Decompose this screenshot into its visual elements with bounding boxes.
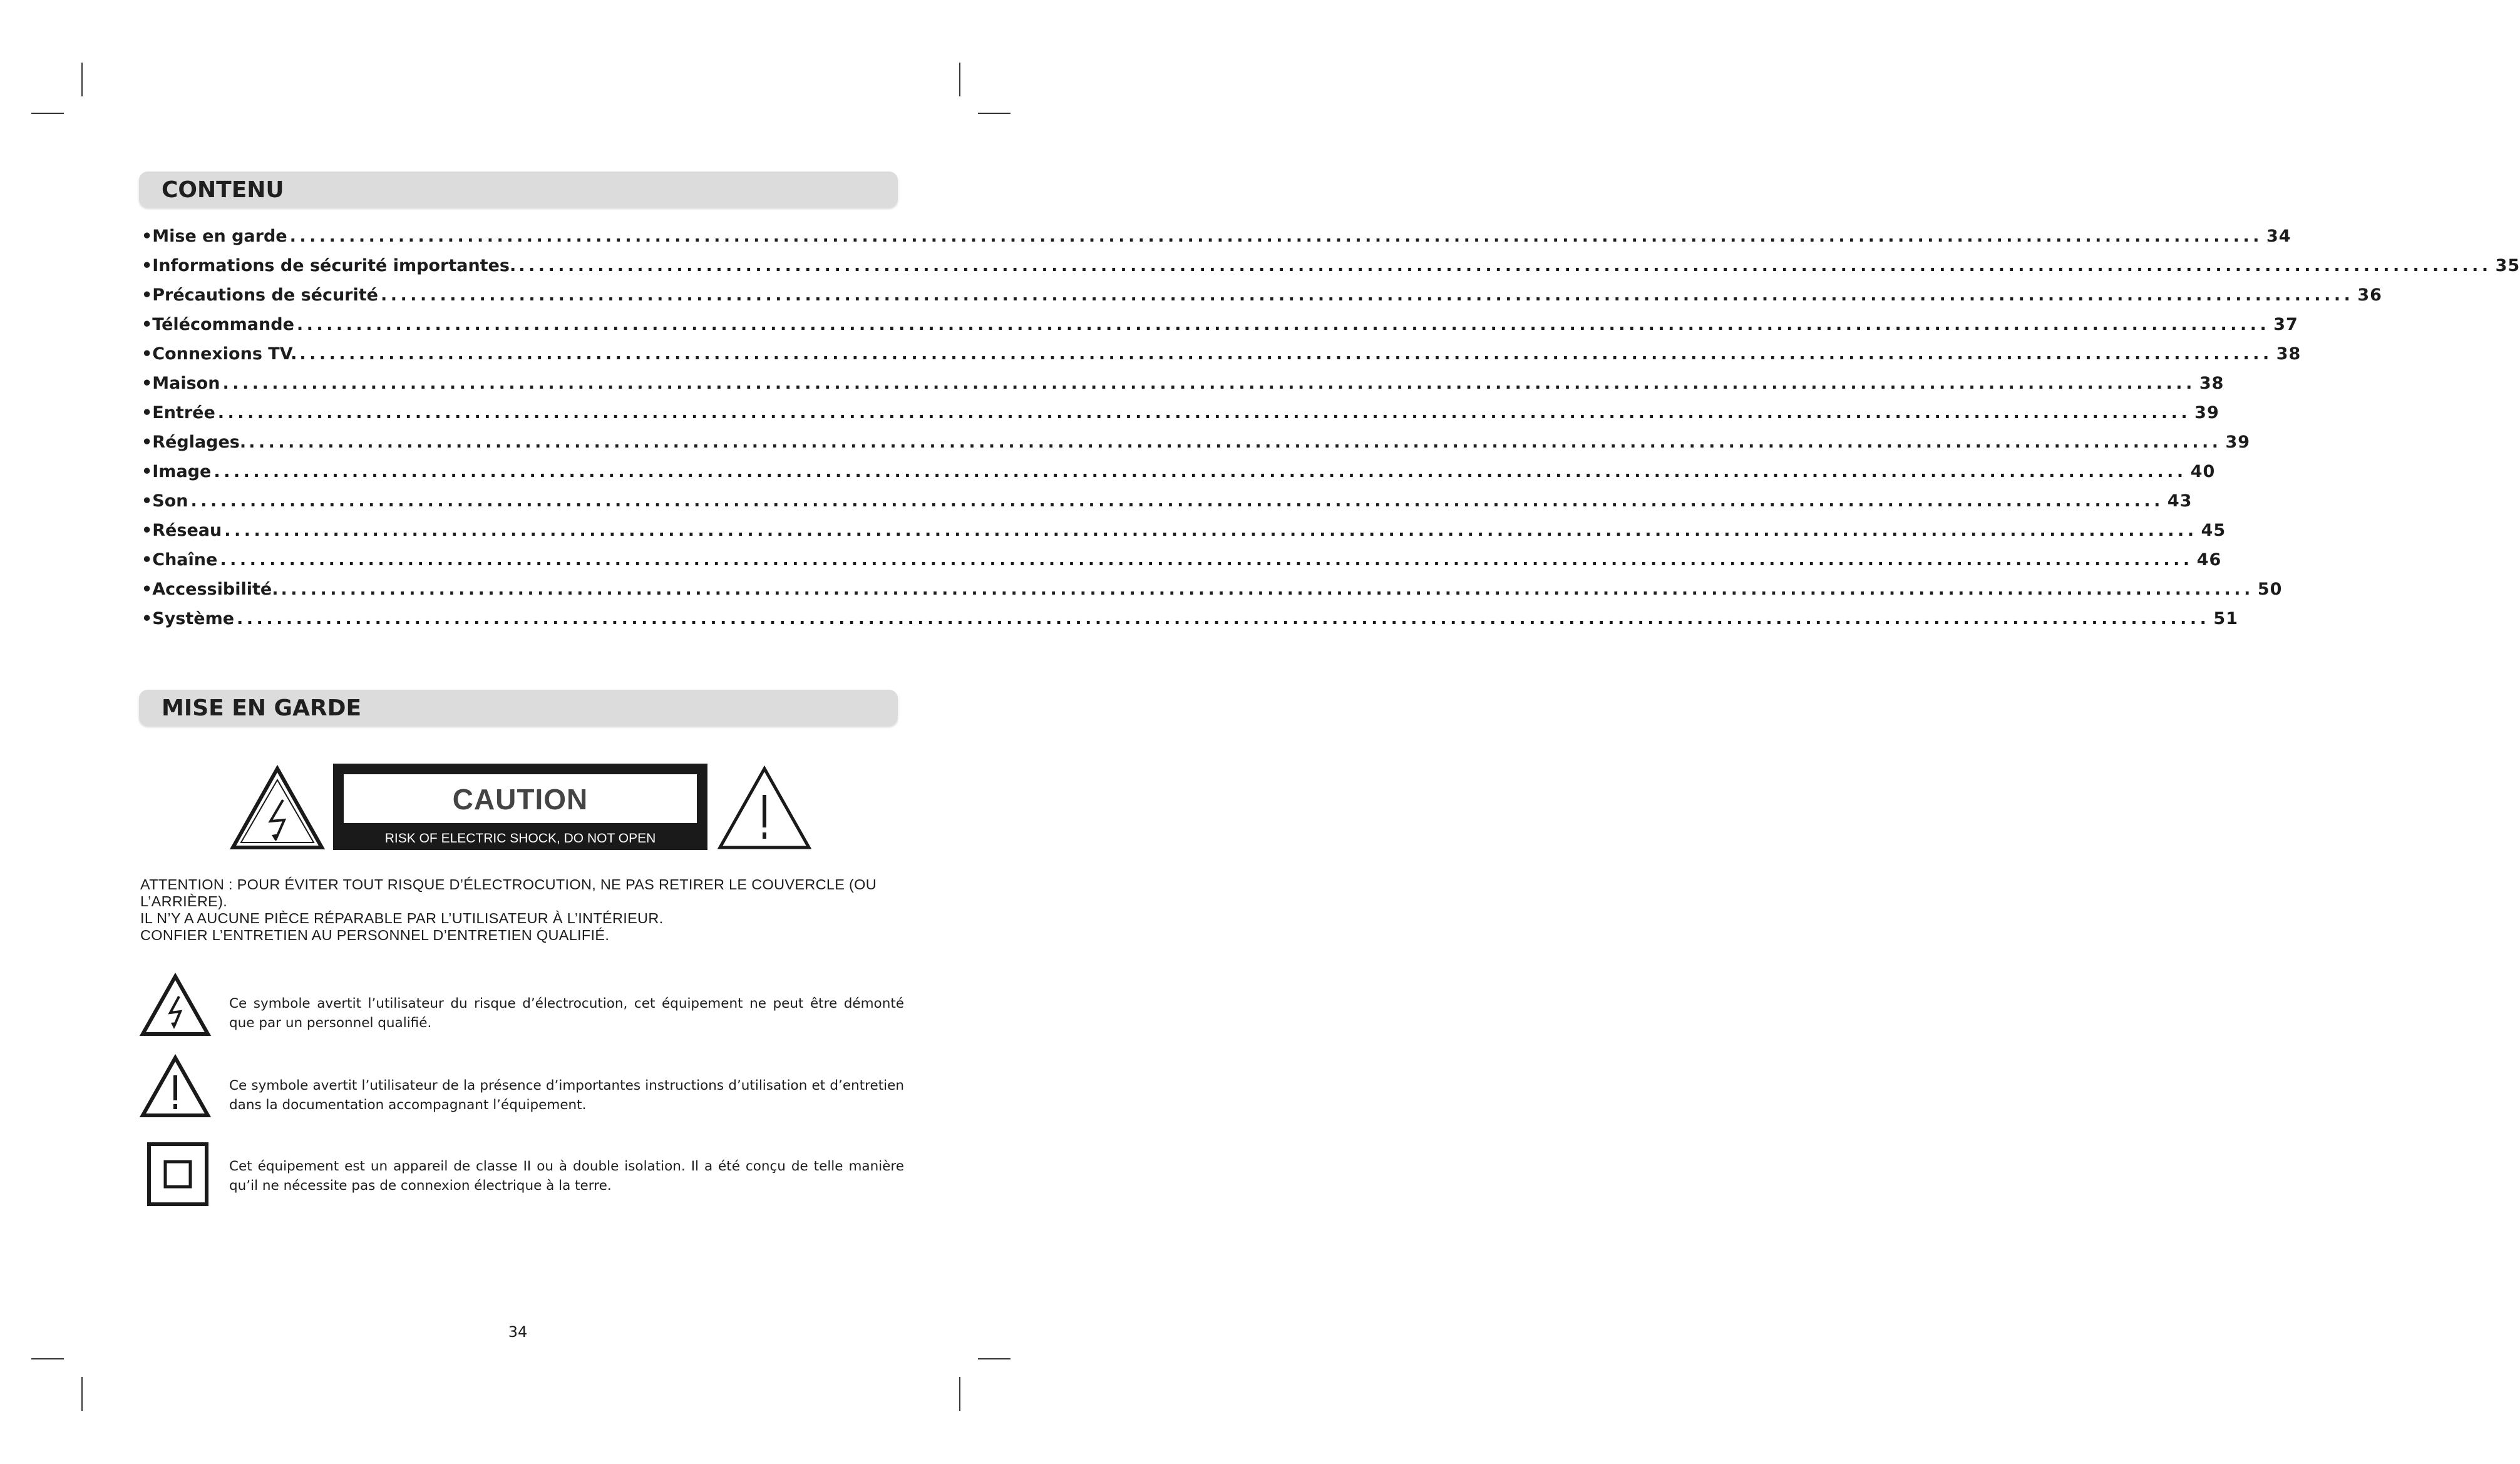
toc-entry bbox=[141, 344, 2301, 374]
bullet-icon: • bbox=[141, 256, 153, 275]
toc-label: Entrée bbox=[152, 403, 215, 422]
exclamation-triangle-icon bbox=[140, 1055, 210, 1118]
toc-entry bbox=[141, 285, 2382, 315]
toc-entry bbox=[141, 227, 2291, 256]
toc-label: Système bbox=[152, 609, 235, 628]
toc-entry bbox=[141, 550, 2222, 580]
symbol-desc-shock: Ce symbole avertit l’utilisateur du risque d’électrocution, cet équipement ne peut être démonté que par un personnel qualifié. bbox=[229, 996, 904, 1031]
toc-page-number: 36 bbox=[2357, 285, 2382, 305]
bullet-icon: • bbox=[141, 609, 153, 628]
caution-label bbox=[230, 764, 809, 851]
toc-entry bbox=[141, 256, 2520, 285]
toc-entry bbox=[141, 433, 2251, 462]
toc-page-number: 51 bbox=[2213, 609, 2238, 628]
bullet-icon: • bbox=[141, 462, 153, 481]
toc-leader-dots: ........................................................................................................................................................................................................ bbox=[280, 580, 2254, 599]
toc-leader-dots: ........................................................................................................................................................................................................ bbox=[289, 227, 2263, 246]
crop-mark bbox=[81, 1377, 83, 1411]
electric-shock-icon bbox=[230, 765, 324, 850]
toc-leader-dots: ........................................................................................................................................................................................................ bbox=[190, 491, 2164, 511]
symbol-desc-attention: Ce symbole avertit l’utilisateur de la présence d’importantes instructions d’utilisation et d’entretien dans la documentation accompagnant l’équipement. bbox=[229, 1078, 904, 1113]
toc-leader-dots: ........................................................................................................................................................................................................ bbox=[237, 609, 2210, 628]
bullet-icon: • bbox=[141, 374, 153, 393]
crop-mark bbox=[959, 1377, 960, 1411]
toc-label: Son bbox=[152, 491, 188, 511]
toc-page-number: 50 bbox=[2257, 580, 2283, 599]
toc-page-number: 35 bbox=[2495, 256, 2520, 275]
warning-line: L’ARRIÈRE). bbox=[140, 893, 228, 909]
crop-mark bbox=[31, 1358, 64, 1359]
crop-mark bbox=[978, 113, 1011, 114]
toc-page-number: 40 bbox=[2190, 462, 2216, 481]
toc-label: Informations de sécurité importantes. bbox=[152, 256, 517, 275]
toc-leader-dots: ........................................................................................................................................................................................................ bbox=[380, 285, 2354, 305]
toc-page-number: 39 bbox=[2225, 433, 2251, 452]
caution-heading: CAUTION bbox=[452, 783, 589, 816]
toc-label: Télécommande bbox=[152, 315, 294, 334]
bullet-icon: • bbox=[141, 550, 153, 570]
double-insulation-icon bbox=[147, 1142, 217, 1207]
bullet-icon: • bbox=[141, 433, 153, 452]
bullet-icon: • bbox=[141, 227, 153, 246]
caution-box bbox=[333, 764, 707, 850]
toc-entry bbox=[141, 462, 2216, 491]
toc-leader-dots: ........................................................................................................................................................................................................ bbox=[217, 403, 2191, 422]
bullet-icon: • bbox=[141, 403, 153, 422]
toc-label: Réglages. bbox=[152, 433, 247, 452]
bullet-icon: • bbox=[141, 521, 153, 540]
toc-entry bbox=[141, 609, 2238, 638]
warning-line: IL N’Y A AUCUNE PIÈCE RÉPARABLE PAR L’UTILISATEUR À L’INTÉRIEUR. bbox=[140, 910, 664, 926]
toc-leader-dots: ........................................................................................................................................................................................................ bbox=[296, 315, 2270, 334]
table-of-contents bbox=[141, 227, 2520, 638]
crop-mark bbox=[31, 113, 64, 114]
toc-entry bbox=[141, 521, 2226, 550]
toc-page-number: 38 bbox=[2199, 374, 2224, 393]
bullet-icon: • bbox=[141, 344, 153, 364]
warning-line: CONFIER L’ENTRETIEN AU PERSONNEL D’ENTRETIEN QUALIFIÉ. bbox=[140, 927, 610, 943]
toc-label: Image bbox=[152, 462, 212, 481]
bullet-icon: • bbox=[141, 315, 153, 334]
toc-page-number: 45 bbox=[2201, 521, 2226, 540]
toc-page-number: 37 bbox=[2273, 315, 2298, 334]
toc-leader-dots: ........................................................................................................................................................................................................ bbox=[224, 521, 2198, 540]
toc-page-number: 39 bbox=[2194, 403, 2219, 422]
toc-page-number: 46 bbox=[2196, 550, 2222, 570]
toc-label: Réseau bbox=[152, 521, 222, 540]
toc-label: Accessibilité. bbox=[152, 580, 279, 599]
toc-leader-dots: ........................................................................................................................................................................................................ bbox=[518, 256, 2492, 275]
caution-inner bbox=[342, 772, 699, 825]
bullet-icon: • bbox=[141, 285, 153, 305]
toc-leader-dots: ........................................................................................................................................................................................................ bbox=[299, 344, 2273, 364]
symbol-desc-class2: Cet équipement est un appareil de classe II ou à double isolation. Il a été conçu de telle manière qu’il ne nécessite pas de connexion électrique à la terre. bbox=[229, 1159, 904, 1194]
crop-mark bbox=[81, 63, 83, 96]
warning-line: ATTENTION : POUR ÉVITER TOUT RISQUE D’ÉLECTROCUTION, NE PAS RETIRER LE COUVERCLE (OU bbox=[140, 876, 877, 893]
toc-leader-dots: ........................................................................................................................................................................................................ bbox=[220, 550, 2193, 570]
warning-text bbox=[140, 876, 910, 944]
toc-entry bbox=[141, 403, 2219, 433]
toc-page-number: 38 bbox=[2276, 344, 2301, 364]
toc-label: Chaîne bbox=[152, 550, 218, 570]
toc-page-number: 43 bbox=[2167, 491, 2193, 511]
warning-header bbox=[139, 690, 898, 726]
toc-entry bbox=[141, 374, 2224, 403]
toc-entry bbox=[141, 491, 2193, 521]
bullet-icon: • bbox=[141, 491, 153, 511]
page-number: 34 bbox=[508, 1323, 528, 1341]
warning-title: MISE EN GARDE bbox=[162, 695, 362, 721]
contents-header bbox=[139, 171, 898, 208]
toc-label: Mise en garde bbox=[152, 227, 287, 246]
bullet-icon: • bbox=[141, 580, 153, 599]
electric-shock-icon bbox=[140, 974, 210, 1037]
toc-leader-dots: ........................................................................................................................................................................................................ bbox=[249, 433, 2222, 452]
crop-mark bbox=[978, 1358, 1011, 1359]
toc-leader-dots: ........................................................................................................................................................................................................ bbox=[222, 374, 2196, 393]
toc-leader-dots: ........................................................................................................................................................................................................ bbox=[213, 462, 2187, 481]
toc-label: Maison bbox=[152, 374, 220, 393]
exclamation-triangle-icon bbox=[717, 765, 811, 850]
toc-entry bbox=[141, 580, 2283, 609]
toc-entry bbox=[141, 315, 2298, 344]
caution-subtitle: RISK OF ELECTRIC SHOCK, DO NOT OPEN bbox=[384, 831, 656, 846]
contents-title: CONTENU bbox=[162, 177, 284, 203]
toc-page-number: 34 bbox=[2266, 227, 2291, 246]
toc-label: Connexions TV. bbox=[152, 344, 297, 364]
toc-label: Précautions de sécurité bbox=[152, 285, 378, 305]
crop-mark bbox=[959, 63, 960, 96]
